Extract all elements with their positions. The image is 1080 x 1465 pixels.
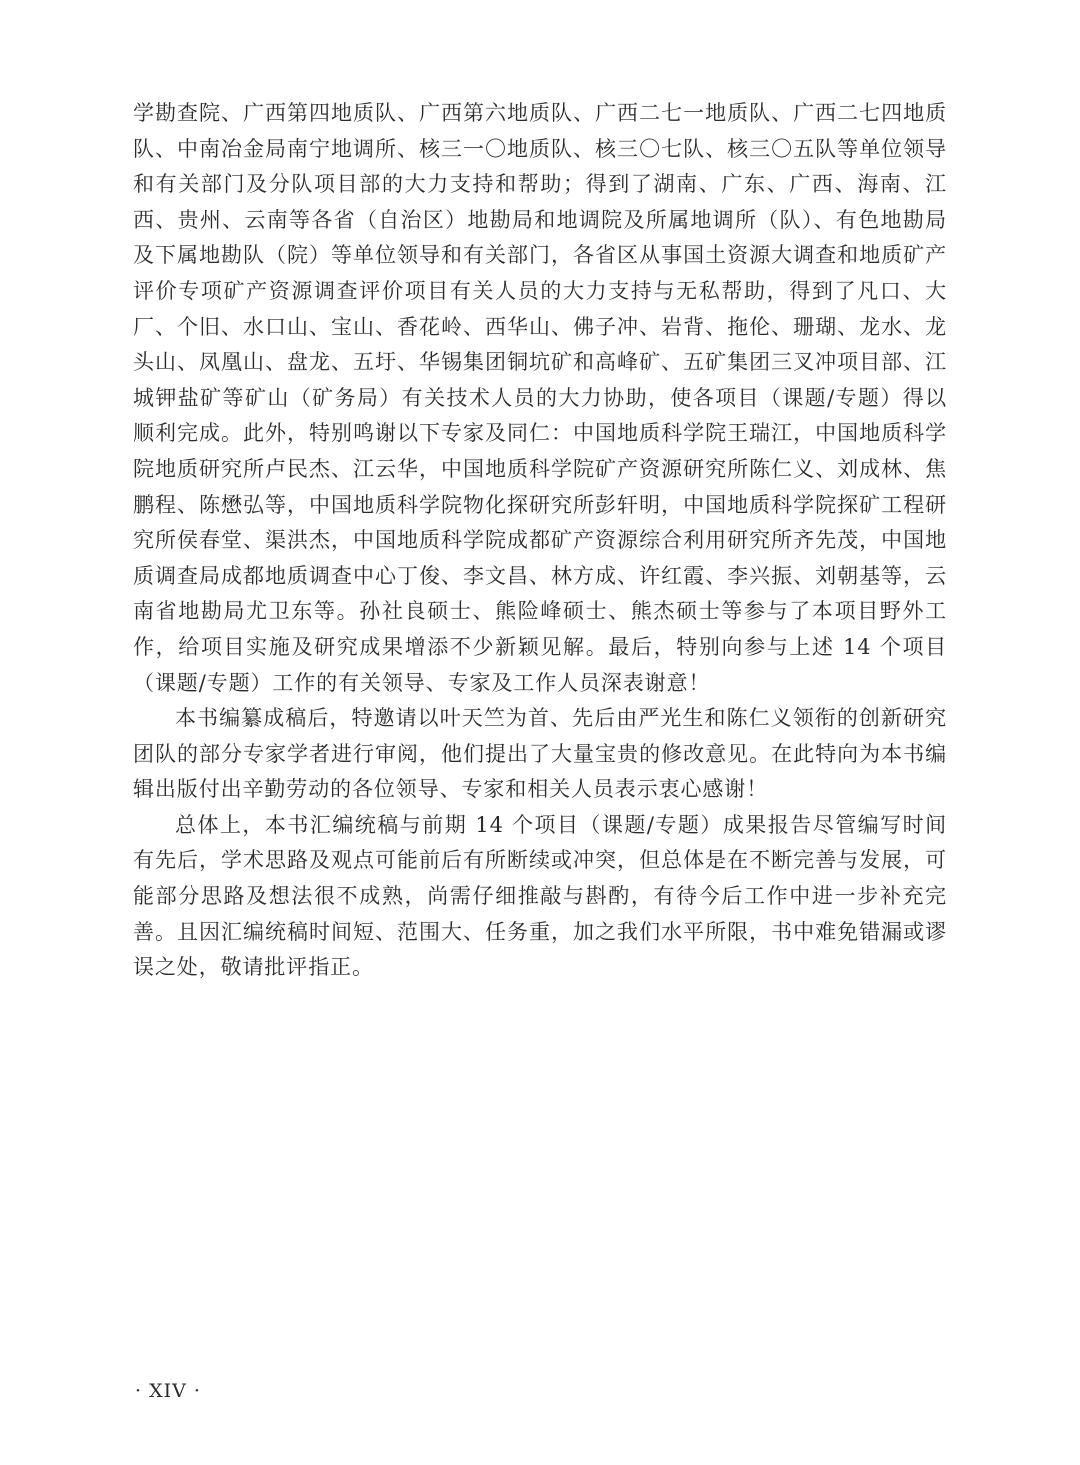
- paragraph-review-thanks: 本书编纂成稿后，特邀请以叶天竺为首、先后由严光生和陈仁义领衔的创新研究团队的部分专家学者进行审阅，他们提出了大量宝贵的修改意见。在此特向为本书编辑出版付出辛勤劳动的各位领导、专家和相关人员表示衷心感谢！: [133, 706, 947, 802]
- page-number: · XIV ·: [135, 1380, 201, 1402]
- body-text: [133, 96, 947, 986]
- paragraph-closing-remarks: 总体上，本书汇编统稿与前期 14 个项目（课题/专题）成果报告尽管编写时间有先后，学术思路及观点可能前后有所断续或冲突，但总体是在不断完善与发展，可能部分思路及想法很不成熟，尚需仔细推敲与斟酌，有待今后工作中进一步补充完善。且因汇编统稿时间短、范围大、任务重，加之我们水平所限，书中难免错漏或谬误之处，敬请批评指正。: [133, 812, 947, 980]
- paragraph-acknowledgements: 学勘查院、广西第四地质队、广西第六地质队、广西二七一地质队、广西二七四地质队、中南冶金局南宁地调所、核三一〇地质队、核三〇七队、核三〇五队等单位领导和有关部门及分队项目部的大力支持和帮助；得到了湖南、广东、广西、海南、江西、贵州、云南等各省（自治区）地勘局和地调院及所属地调所（队）、有色地勘局及下属地勘队（院）等单位领导和有关部门，各省区从事国土资源大调查和地质矿产评价专项矿产资源调查评价项目有关人员的大力支持与无私帮助，得到了凡口、大厂、个旧、水口山、宝山、香花岭、西华山、佛子冲、岩背、拖伦、珊瑚、龙水、龙头山、凤凰山、盘龙、五圩、华锡集团铜坑矿和高峰矿、五矿集团三叉冲项目部、江城钾盐矿等矿山（矿务局）有关技术人员的大力协助，使各项目（课题/专题）得以顺利完成。此外，特别鸣谢以下专家及同仁：中国地质科学院王瑞江，中国地质科学院地质研究所卢民杰、江云华，中国地质科学院矿产资源研究所陈仁义、刘成林、焦鹏程、陈懋弘等，中国地质科学院物化探研究所彭轩明，中国地质科学院探矿工程研究所侯春堂、渠洪杰，中国地质科学院成都矿产资源综合利用研究所齐先茂，中国地质调查局成都地质调查中心丁俊、李文昌、林方成、许红霞、李兴振、刘朝基等，云南省地勘局尤卫东等。孙社良硕士、熊险峰硕士、熊杰硕士等参与了本项目野外工作，给项目实施及研究成果增添不少新颖见解。最后，特别向参与上述 14 个项目（课题/专题）工作的有关领导、专家及工作人员深表谢意！: [133, 101, 947, 695]
